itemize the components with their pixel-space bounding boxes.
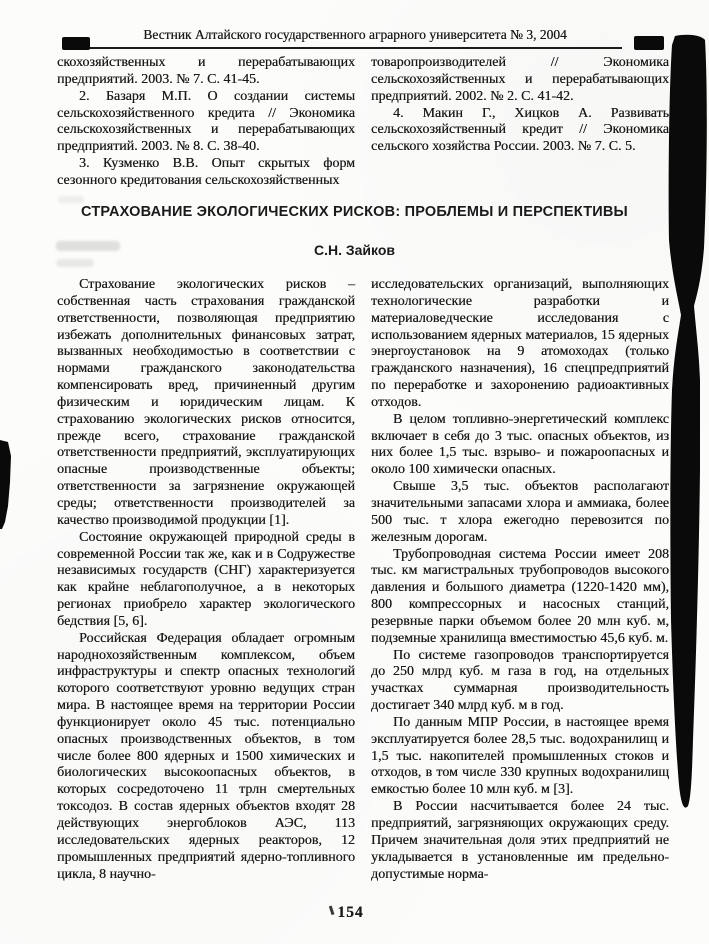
paragraph: По системе газопроводов транспортируется до 250 млрд куб. м газа в год, на отдельных участках суммарная производительность достигает 340 млрд куб. м в год. xyxy=(371,647,669,714)
paragraph: В России насчитывается более 24 тыс. предприятий, загрязняющих окружающих среду. Причем значительная доля этих предприятий не укладывается в установленные им предельно-допустимые норма- xyxy=(371,799,669,882)
faint-smudge xyxy=(58,196,84,203)
page-number: 154 xyxy=(337,904,364,921)
references-right-column xyxy=(371,55,669,190)
journal-header: Вестник Алтайского государственного аграрного университета № 3, 2004 xyxy=(88,27,622,49)
paragraph: товаропроизводителей // Экономика сельскохозяйственных и перерабатывающих предприятий. 2002. № 2. С. 41-42. xyxy=(371,55,669,104)
paragraph: Трубопроводная система России имеет 208 тыс. км магистральных трубопроводов высокого давления и большого диаметра (1220-1420 мм), 800 компрессорных и насосных станций, резервные парки объемом более 20 млн куб. м, подземные хранилища вместимостью 45,6 куб. м. xyxy=(371,546,669,646)
faint-smudge xyxy=(56,259,94,267)
scan-artifact-right-blob xyxy=(669,35,707,808)
article-title: СТРАХОВАНИЕ ЭКОЛОГИЧЕСКИХ РИСКОВ: ПРОБЛЕМЫ И ПЕРСПЕКТИВЫ xyxy=(81,204,628,220)
paragraph: В целом топливно-энергетический комплекс включает в себя до 3 тыс. опасных объектов, из них более 1,5 тыс. взрыво- и пожароопасных и около 100 химически опасных. xyxy=(371,411,669,478)
references-left-column xyxy=(57,55,355,190)
article-author: С.Н. Зайков xyxy=(313,242,396,258)
paragraph: Страхование экологических рисков – собственная часть страхования гражданской ответственности, позволяющая предприятию избежать дополнительных финансовых затрат, вызванных необходимостью в соответствии с нормами гражданского законодательства компенсировать вред, причиненный другим физическим и юридическим лицам. К страхованию экологических рисков относится, прежде всего, страхование гражданской ответственности предприятий, эксплуатирующих опасные производственные объекты; ответственности за загрязнение окружающей среды; ответственности производителей за качество производимой продукции [1]. xyxy=(57,277,355,528)
scan-artifact-top-left-dash xyxy=(62,37,90,50)
paragraph: Свыше 3,5 тыс. объектов располагают значительными запасами хлора и аммиака, более 500 тыс. т хлора ежегодно перевозится по железным дорогам. xyxy=(371,479,669,545)
paragraph: исследовательских организаций, выполняющих технологические разработки и материаловедческие исследования с использованием ядерных материалов, 15 ядерных энергоустановок на 9 атомоходах (только гражданского назначения), 16 спецпредприятий по переработке и захоронению радиоактивных отходов. xyxy=(371,277,669,410)
body-right-column xyxy=(371,277,669,883)
references-section xyxy=(57,55,669,190)
paragraph: Российская Федерация обладает огромным народнохозяйственным комплексом, объем инфраструктуры и спектр опасных технологий которого соответствуют уровню ведущих стран мира. В настоящее время на территории России функционирует около 45 тыс. потенциально опасных производственных объектов, в том числе более 800 ядерных и 1500 химических и биологических высокоопасных объектов, в которых сосредоточено 11 трлн смертельных токсодоз. В состав ядерных объектов входят 28 действующих энергоблоков АЭС, 113 исследовательских ядерных реакторов, 12 промышленных предприятий ядерно-топливного цикла, 8 научно- xyxy=(57,630,355,882)
paragraph: скохозяйственных и перерабатывающих предприятий. 2003. № 7. С. 41-45. xyxy=(57,55,355,87)
article-body xyxy=(57,277,669,883)
paragraph: По данным МПР России, в настоящее время эксплуатируется более 28,5 тыс. водохранилищ и 1,5 тыс. накопителей промышленных стоков и отходов, в том числе 330 крупных водохранилищ емкостью более 10 млн куб. м [3]. xyxy=(371,714,669,798)
faint-smudge xyxy=(56,241,120,251)
body-left-column xyxy=(57,277,355,883)
paragraph: 3. Кузменко В.В. Опыт скрытых форм сезонного кредитования сельскохозяйственных xyxy=(57,156,355,188)
paragraph: 4. Макин Г., Хицков А. Развивать сельскохозяйственный кредит // Экономика сельского хозяйства России. 2003. № 7. С. 5. xyxy=(371,105,669,155)
scan-artifact-top-right-dash xyxy=(634,36,664,50)
paragraph: 2. Базаря М.П. О создании системы сельскохозяйственного кредита // Экономика сельскохозяйственных и перерабатывающих предприятий. 2003. № 8. С. 38-40. xyxy=(57,88,355,155)
paragraph: Состояние окружающей природной среды в современной России так же, как и в Содружестве независимых государств (СНГ) характеризуется как крайне неблагополучное, а в некоторых регионах приобрело характер экологического бедствия [5, 6]. xyxy=(57,529,355,629)
scan-artifact-left-bar xyxy=(0,440,11,529)
